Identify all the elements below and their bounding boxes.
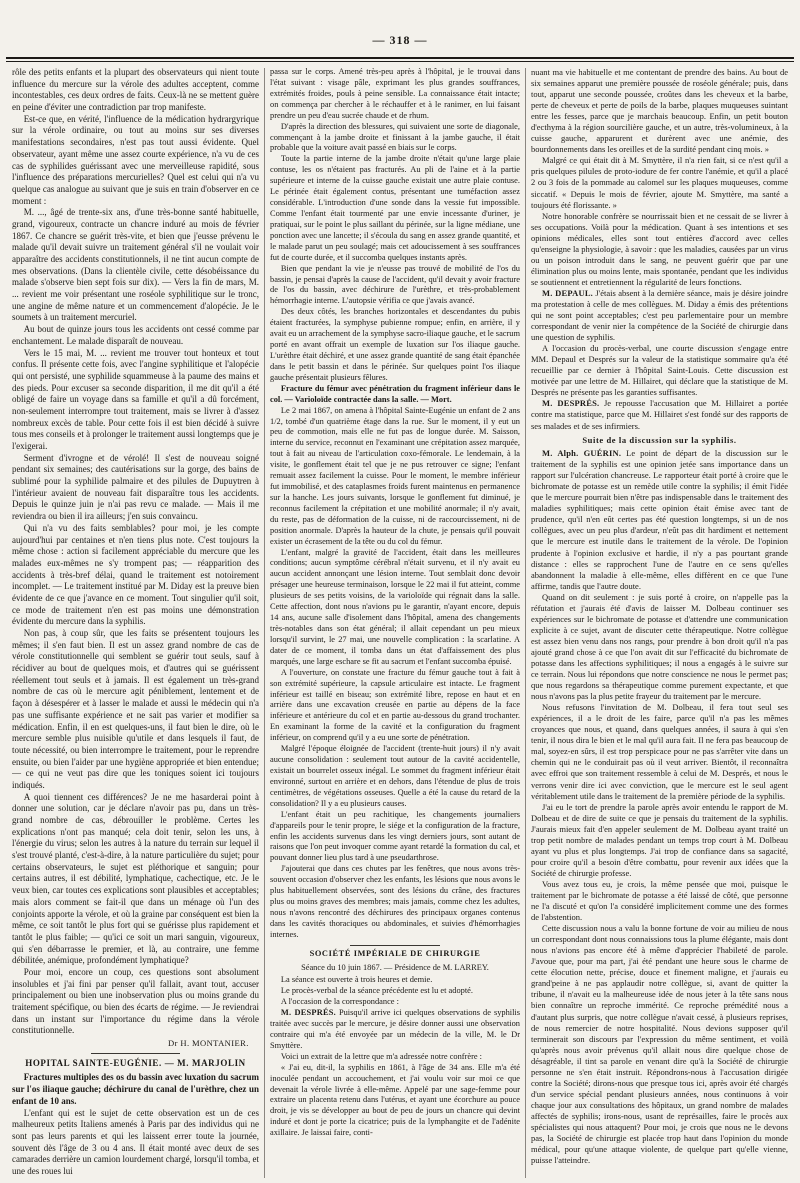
paragraph: Non pas, à coup sûr, que les faits se présentent toujours les mêmes; il s'en faut bien. Il est un assez grand nombre de cas de vérole constitutionnelle qui semblent se guérir tout seuls, sauf à récidiver au bout de quelques mois, et d'autres qui se guérissent réellement tout seuls et à jamais. Il est également un très-grand nombre de cas où le mercure agit péniblement, lentement et de façon à désespérer et à lasser le malade et aussi le médecin qui n'a pas une suffisante expérience et ne sait pas varier et modifier sa médication. Enfin, il en est quelques-uns, il faut bien le dire, où le mercure semble plus nuisible qu'utile et dans lesquels il faut, de toute nécessité, ou bien interrompre le traitement, pour le reprendre ensuite, ou bien l'aider par une hygiène appropriée et bien entendue; — ce qui ne veut pas dire que les toniques soient ici toujours indiqués. <box>12 628 259 790</box>
paragraph: A l'occasion du procès-verbal, une courte discussion s'engage entre MM. Depaul et Després sur la valeur de la statistique sommaire qu'a été recueillie par ce dernier à l'hôpital Saint-Louis. Cette discussion est motivée par une lettre de M. Hillairet, qui déclare que la statistique de M. Després ne présente pas les garanties suffisantes. <box>531 343 788 398</box>
author-signature: Dr H. MONTANIER. <box>168 1037 249 1048</box>
paragraph: Malgré l'époque éloignée de l'accident (trente-huit jours) il n'y avait aucune consolidation : seulement tout autour de la cavité accidentelle, existait un bourrelet osseux inégal. Le sommet du fragment inférieur était environné, surtout en arrière et en dehors, dans l'étendue de plus de trois centimètres, de végétations osseuses. Quelle a été la cause du retard de la consolidation? Il y a eu plusieurs causes. <box>270 744 520 808</box>
paragraph <box>531 398 788 431</box>
paragraph: Au bout de quinze jours tous les accidents ont cessé comme par enchantement. Le malade disparaît de nouveau. <box>12 324 259 346</box>
paragraph: D'après la direction des blessures, qui suivaient une sorte de diagonale, commençant à la jambe droite et finissant à la jambe gauche, il était probable que la voiture avait passé en biais sur le corps. <box>270 121 520 153</box>
article-subheading: Fracture du fémur avec pénétration du fragment inférieur dans le col. — Varioloïde contractée dans la salle. — Mort. <box>270 383 520 404</box>
page-number: — 318 — <box>372 33 428 47</box>
paragraph-text: Le point de départ de la discussion sur le traitement de la syphilis est une opinion jetée sans importance dans un rapport sur l'ulcération chancreuse. Le rapporteur était porté à croire que le bichromate de potasse est un remède utile contre la syphilis; il émit l'idée que le mercure pourrait bien n'être pas indispensable dans le traitement des maladies syphilitiques; mais cette opinion était émise avec tant de prudence, qu'il n'en eût certes pas été question longtemps, si un de nos collègues, avec un peu plus d'ardeur, n'eût pas dit hardiment et nettement que le mercure est inutile dans le traitement de la vérole. De l'opinion prudente à l'opinion exclusive et hardie, il n'y a pas pourtant grande distance : elles se rapprochent l'une de l'autre en ce sens qu'elles abandonnent la maladie à elle-même, elles diffèrent en ce que l'une affirme, tandis que l'autre doute. <box>531 448 788 591</box>
paragraph: Des deux côtés, les branches horizontales et descendantes du pubis étaient fracturées, la symphyse pubienne rompue; enfin, en arrière, il y avait eu un arrachement de la symphyse sacro-iliaque gauche, et le sacrum porté en avant offrait un exemple de luxation sur l'os iliaque gauche. L'urèthre était déchiré, et une assez grande quantité de sang était épanchée dans le petit bassin et dans le périnée. Sur quelques point l'os iliaque gauche présentait plusieurs fêlures. <box>270 307 520 382</box>
column-separator <box>525 68 526 1178</box>
paragraph: Malgré ce qui était dit à M. Smyttère, il n'a rien fait, si ce n'est qu'il a pris quelques pilules de proto-iodure de fer contre l'anémie, et qu'il a placé 2 ou 3 fois de la pommade au calomel sur les plaques muqueuses, comme siccatif. « Depuis le mois de février, ajoute M. Smyttère, ma santé a toujours été florissante. » <box>531 155 788 210</box>
session-info: Séance du 10 juin 1867. — Présidence de M. LARREY. <box>301 962 489 972</box>
text-column-middle <box>270 67 520 1179</box>
paragraph: Nous refusons l'invitation de M. Dolbeau, il fera tout seul ses expériences, il a le droit de les faire, parce qu'il n'a pas les mêmes croyances que nous, et quand, dans quelques années, il saura à qui s'en tenir, il nous dira le bien et le mal qu'il aura fait. Il ne fera pas beaucoup de mal, soyez-en sûrs, il est trop perspicace pour ne pas s'arrêter vite dans un chemin qui ne le conduirait pas où il veut arriver. Bientôt, il reconnaîtra avec effroi que son traitement ressemble à celui de M. Després, et nous le verrons venir dire ici avec conviction, que le mercure est le seul agent véritablement utile dans le traitement de la première période de la syphilis. <box>531 702 788 801</box>
text-column-right <box>531 67 788 1179</box>
paragraph: passa sur le corps. Amené très-peu après à l'hôpital, je le trouvai dans l'état suivant : visage pâle, exprimant les plus grandes souffrances, extrémités froides, pouls à peine sensible. La connaissance était intacte; on commença par chercher à le réchauffer et à le ranimer, en lui faisant prendre un peu d'eau sucrée chaude et de rhum. <box>270 67 520 120</box>
paragraph <box>270 1008 520 1052</box>
paragraph: Qui n'a vu des faits semblables? pour moi, je les compte aujourd'hui par centaines et n'en tiens plus note. C'est toujours la même chose : action si facilement appréciable du mercure que les malades eux-mêmes ne s'y trompent pas; — réapparition des accidents à très-bref délai, quand le traitement est notoirement incomplet. — Le traitement institué par M. Diday est la preuve bien évidente de ce que j'avance en ce moment. Tout singulier qu'il soit, ce mode de traitement n'en est pas moins une démonstration évidente du mercure dans la syphilis. <box>12 522 259 627</box>
paragraph: A l'ouverture, on constate une fracture du fémur gauche tout à fait à son extrémité supérieure, la capsule articulaire est intacte. Le fragment inférieur est taillé en biseau; son extrémité libre, repose en haut et en arrière dans une excavation creusée en partie au dépens de la face inférieure et antérieure du col et en partie au-dessous du grand trochanter. En examinant la forme de la cavité et la configuration du fragment inférieur, on comprend qu'il y a eu une sorte de pénétration. <box>270 667 520 743</box>
paragraph: Notre honorable confrère se nourrissait bien et ne cessait de se livrer à ses occupations. Voilà pour la médication. Quant à ses intentions et ses opinions médicales, elles sont tout entières d'accord avec celles qu'enseigne la physiologie, à savoir : que les maladies, causées par un virus ou un poison introduit dans le sang, ne peuvent guérir que par une élimination plus ou moins lente, mais spontanée, pendant que les individus se soutiennent et entretiennent la régularité de leurs fonctions. <box>531 210 788 287</box>
paragraph: Pour moi, encore un coup, ces questions sont absolument insolubles et j'ai fini par penser qu'il fallait, avant tout, accuser principalement ou bien une inobservation plus ou moins grande du traitement spécifique, ou bien des écarts de régime. — Je reviendrai dans un instant sur l'importance du régime dans la vérole constitutionnelle. <box>12 966 259 1036</box>
header-rule-thin <box>6 61 794 62</box>
section-heading: SOCIÉTÉ IMPÉRIALE DE CHIRURGIE <box>309 949 481 959</box>
paragraph: « J'ai eu, dit-il, la syphilis en 1861, à l'âge de 34 ans. Elle m'a été inoculée pendant un accouchement, et j'ai voulu voir sur moi ce que devenait la vérole livrée à elle-même. Appelé par une sage-femme pour extraire un placenta retenu dans l'utérus, et ayant une écorchure au pouce droit, je vis se développer au bout de peu de jours un chancre qui devint induré et dont je porte la cicatrice; puis de la lymphangite et de l'adénite axillaire. Je laissai faire, conti- <box>270 1062 520 1138</box>
paragraph: Serment d'ivrogne et de vérolé! Il s'est de nouveau soigné pendant six semaines; des cautérisations sur la gorge, des bains de sublimé pour la syphilide palmaire et des pilules de Dupuytren à l'intérieur avaient de nouveau fait disparaître tous les accidents. Depuis le quinze juin je n'ai pas revu ce malade. — Mais il me reviendra ou bien il ira ailleurs; j'en suis convaincu. <box>12 452 259 522</box>
speaker-name: M. Alph. GUÉRIN. <box>542 448 622 459</box>
paragraph: Vous avez tous eu, je crois, la même pensée que moi, puisque le traitement par le bichromate de potasse a été laissé de côté, que personne ne l'a discuté et qu'on l'a considéré implicitement comme une des formes de l'abstention. <box>531 878 788 923</box>
paragraph <box>531 448 788 592</box>
paragraph-text: Puisqu'il arrive ici quelques observations de syphilis traitée avec succès par le mercure, je désire donner aussi une observation contraire qui m'a été envoyée par un médecin de la ville, M. le Dr Smyttère. <box>270 1008 520 1050</box>
article-subheading: Fractures multiples des os du bassin avec luxation du sacrum sur l'os iliaque gauche; déchirure du canal de l'urèthre, chez un enfant de 10 ans. <box>12 1072 259 1106</box>
paragraph: Le 2 mai 1867, on amena à l'hôpital Sainte-Eugénie un enfant de 2 ans 1/2, tombé d'un quatrième étage dans la rue. Sur le moment, il y eut un peu de commotion, mais elle ne fut pas de longue durée. M. Saisson, interne du service, reconnut en l'examinant une crépitation assez marquée, tout à fait au niveau de l'articulation coxo-fémorale. Le lendemain, à la visite, le gonflement était tel que je ne pus retrouver ce signe; l'enfant remuait assez facilement la cuisse. Pour le moment, le membre inférieur fut immobilisé, et des cataplasmes froids furent maintenus en permanence sur la hanche. Les jours suivants, lorsque le gonflement fut diminué, je reconnus facilement la crépitation et une mobilité anormale; il n'y avait, du reste, pas de déformation de la cuisse, ni de raccourcissement, ni de position anormale. D'après la hauteur de la chute, je pensais qu'il pouvait exister un écrasement de la tête ou du col du fémur. <box>270 405 520 546</box>
paragraph: M. ..., âgé de trente-six ans, d'une très-bonne santé habituelle, grand, vigoureux, contracte un chancre induré au mois de février 1867. Ce chancre se guérit très-vite, et bien que j'eusse prévenu le malade qu'il devait suivre un traitement général s'il ne voulait voir apparaître des accidents constitutionnels, il ne tint aucun compte de mes observations. (Dans la clientèle civile, cette désobéissance du malade s'observe bien sept fois sur dix). — Vers la fin de mars, M. ... revient me voir présentant une roséole syphilitique sur le tronc, une angine de même nature et un commencement d'alopécie. Je le soumets à un traitement mercuriel. <box>12 207 259 323</box>
paragraph: Le procès-verbal de la séance précédente est lu et adopté. <box>280 986 473 996</box>
paragraph: Bien que pendant la vie je n'eusse pas trouvé de mobilité de l'os du bassin, je pensai d'après la cause de l'accident, qu'il devait y avoir fracture de l'os du bassin, avec déchirure de l'urèthre, et très-probablement hémorrhagie interne. L'autopsie vérifia ce que j'avais avancé. <box>270 263 520 306</box>
paragraph: J'ajouterai que dans ces chutes par les fenêtres, que nous avons très-souvent occasion d'observer chez les enfants, les lésions que nous avons le plus habituellement observées, sont des lésions du crâne, des fractures plus ou moins graves des membres; mais jamais, comme chez les adultes, nous n'avons rencontré des déchirures des principaux organes contenus dans les cavités thoraciques ou abdominales, et suivies d'hémorrhagies internes. <box>270 864 520 939</box>
paragraph-text: Je repousse l'accusation que M. Hillairet a portée contre ma statistique, parce que M. Hillairet s'est fondé sur des rapports de ses malades et de ses infirmiers. <box>531 398 788 431</box>
speaker-name: M. DESPRÉS. <box>542 398 600 409</box>
paragraph <box>531 288 788 343</box>
section-divider <box>350 945 440 946</box>
section-heading: Suite de la discussion sur la syphilis. <box>582 434 737 445</box>
paragraph: Toute la partie interne de la jambe droite n'était qu'une large plaie contuse, les os n'étaient pas fracturés. Au pli de l'aine et à la partie supérieure et interne de la cuisse gauche existait une autre plaie contuse. Le périnée était également contus, présentant une tuméfaction assez considérable. L'introduction d'une sonde dans la vessie fut impossible. Comme l'enfant était tourmenté par une envie incessante d'uriner, je pratiquai, sur le point le plus saillant du périnée, sur la ligne médiane, une ponction avec une lancette; il s'écoula du sang en assez grande quantité, et le malade parut un peu soulagé; mais cet adoucissement à ses souffrances fut de courte durée, et il succomba quelques instants après. <box>270 154 520 262</box>
paragraph: L'enfant, malgré la gravité de l'accident, était dans les meilleures conditions; aucun symptôme cérébral n'était survenu, et il n'y avait eu aucun accident annonçant une lésion interne. Tout semblait donc devoir présager une heureuse terminaison, lorsque le 22 mai il fut atteint, comme plusieurs de ses petits voisins, de la varioloïde qui régnait dans la salle. Cette affection, dont nous n'avions pu le garantir, n'ayant encore, depuis 14 ans, aucune salle d'isolement dans l'hôpital, amena des changements très-notables dans son état général; il allait cependant un peu mieux lorsqu'il survint, le 27 mai, une nouvelle complication : la scarlatine. A dater de ce moment, il tomba dans un état d'affaissement des plus marqués, une large eschare se fit au sacrum et l'enfant succomba épuisé. <box>270 547 520 666</box>
paragraph: nuant ma vie habituelle et me contentant de prendre des bains. Au bout de six semaines apparut une première poussée de roséole générale; puis, dans tout, apparut une seconde poussée, croûtes dans les cheveux et la barbe, perte de cheveux et perte de poils de la barbe, plaques muqueuses suintant entre les fesses, parce que je marchais beaucoup. Enfin, un petit bouton d'ecthyma à la région sourcilière gauche, et un autre, très-volumineux, à la cuisse gauche, apparurent et durèrent avec une anémie, des bourdonnements dans les oreilles et de la surdité pendant cinq mois. » <box>531 67 788 155</box>
paragraph: Quand on dit seulement : je suis porté à croire, on n'appelle pas la réfutation et j'aurais été d'avis de laisser M. Dolbeau continuer ses expériences sur le bichromate de potasse et d'attendre une communication explicite à ce sujet, avant de discuter cette thérapeutique. Notre collègue est assez bien venu dans nos rangs, pour prendre à bon droit qu'il n'a pas ajouté grand chose à ce que l'on avait dit sur l'efficacité du bichromate de potasse dans les affections syphilitiques; il nous a engagés à le suivre sur ce terrain. Nous lui répondons que notre conscience ne nous le permet pas; que nous regardons sa thérapeutique comme purement expectante, et que nous n'avons pas la plus petite frayeur du traitement par le mercure. <box>531 591 788 702</box>
paragraph: L'enfant était un peu rachitique, les changements journaliers d'appareils pour le tenir propre, le siége et la configuration de la fracture, enfin les accidents survenus dans les vingt derniers jours, sont autant de raisons que l'on peut invoquer comme ayant retardé la formation du cal, et pouvant donner lieu plus tard à une pseudarthrose. <box>270 809 520 863</box>
paragraph: Voici un extrait de la lettre que m'a adressée notre confrère : <box>280 1051 483 1061</box>
paragraph: L'enfant qui est le sujet de cette observation est un de ces malheureux petits Italiens amenés à Paris par des individus qui ne sont pas leurs parents et qui les laissent errer toute la journée, souvent dès l'âge de 3 ou 4 ans. Il était monté avec deux de ses camarades derrière un camion lourdement chargé, lorsqu'il tomba, et une des roues lui <box>12 1107 259 1176</box>
paragraph: Vers le 15 mai, M. ... revient me trouver tout honteux et tout confus. Il présente cette fois, avec l'angine syphilitique et l'alopécie qui ont persisté, une syphilide squammeuse à la paume des mains et des pieds. Pour excuser sa seconde disparition, il me dit qu'il a été obligé de faire un voyage dans sa famille et qu'il a dû forcément, non-seulement interrompre tout traitement, mais se livrer à d'assez nombreux excès de table. Pour cette fois il est bien décidé à suivre tous mes conseils et à prolonger le traitement aussi longtemps que je l'exigerai. <box>12 347 259 451</box>
speaker-name: M. DEPAUL. <box>542 287 594 298</box>
paragraph: La séance est ouverte à trois heures et demie. <box>280 975 433 985</box>
paragraph-text: J'étais absent à la dernière séance, mais je désire joindre ma protestation à celle de mes collègues. M. Diday a émis des prétentions qui ne sont point acceptables; c'est peu parlementaire pour un membre correspondant de venir nier la compétence de la Société de chirurgie dans une question de syphilis. <box>531 287 788 343</box>
paragraph: Est-ce que, en vérité, l'influence de la médication hydrargyrique sur la vérole ordinaire, ou tout au moins sur ses diverses manifestations secondaires, n'est pas tout aussi évidente. Quel observateur, ayant même une assez courte expérience, n'a vu de ces cas de syphilides guérissant avec une merveilleuse rapidité, sous l'influence des préparations mercurielles? Quel est celui qui n'a vu quelque cas analogue au suivant que je suis en train d'observer en ce moment : <box>12 113 259 206</box>
paragraph: rôle des petits enfants et la plupart des observateurs qui nient toute influence du mercure sur la vérole des adultes acceptent, comme incontestables, ces deux ordres de faits. Ceux-là ne se mettent guère en peine d'éviter une contradiction par trop manifeste. <box>12 67 259 113</box>
header-rule <box>6 57 794 59</box>
paragraph: A l'occasion de la correspondance : <box>280 997 399 1007</box>
speaker-name: M. DESPRÉS. <box>280 1008 336 1018</box>
section-heading: HOPITAL SAINTE-EUGÉNIE. — M. MARJOLIN <box>25 1058 246 1069</box>
paragraph: Cette discussion nous a valu la bonne fortune de voir au milieu de nous un correspondant dont nous connaissions tous la plume élégante, mais dont nous n'avions pas encore été à même d'apprécier l'habileté de parole. J'avoue que, pour ma part, j'ai été pendant une heure sous le charme de cette élocution nette, précise, douce et finement maligne, et j'aurais eu grand'peine à ne pas applaudir notre collègue, si, avant de quitter la tribune, il n'avait eu la malheureuse idée de nous jeter à la tête sans nous bien connaître un reproche immérité. Ce reproche prémédité nous a d'autant plus surpris, que notre collègue n'avait cessé, à plusieurs reprises, de nous remercier de notre hospitalité. Nous devions supposer qu'il terminerait son discours par l'expression du même sentiment, et voilà qu'après nous avoir prévenus qu'il allait nous dire quelque chose de désagréable, il tint sa parole en venant dire qu'à la Société de chirurgie personne ne s'en était instruit. Répondrons-nous à l'accusation dirigée contre la Société; dirons-nous que presque tous ici, après avoir été chargés d'un service spécial pendant plusieurs années, nous continuons à voir chaque jour aux consultations des hôpitaux, un grand nombre de malades affectés de syphilis; irons-nous, usant de représailles, faire le procès aux spécialistes qui nous attaquent? Pour moi, je crois que nous ne le devons pas, la Société de chirurgie est placée trop haut dans l'opinion du monde médical, pour qu'une attaque violente, de quelque part qu'elle vienne, puisse l'atteindre. <box>531 923 788 1166</box>
paragraph: J'ai eu le tort de prendre la parole après avoir entendu le rapport de M. Dolbeau et de dire de suite ce que je pensais du traitement de la syphilis. J'aurais mieux fait d'en appeler seulement de M. Dolbeau ayant traité un trop petit nombre de malades pendant un temps trop court à M. Dolbeau ayant vu plus et plus longtemps. J'ai trop de confiance dans sa sagacité, pour croire qu'il a besoin d'être combattu, pour revenir aux idées que la Société de chirurgie professe. <box>531 801 788 878</box>
section-divider <box>91 1053 180 1054</box>
text-column-left <box>12 67 259 1179</box>
column-separator <box>264 68 265 1178</box>
paragraph: A quoi tiennent ces différences? Je ne me hasarderai point à donner une solution, car je déclare n'avoir pas pu, dans un très-grand nombre de cas, débrouiller le problème. Certes les explications n'ont pas manqué; cela doit tenir, selon les uns, à l'énergie du virus; selon les autres à la nature du terrain sur lequel il s'est trouvé planté, c'est-à-dire, à la nature particulière du sujet; pour certains observateurs, le sujet est pléthorique et sanguin; pour certains autres, il est débilité, lymphatique, cachectique, etc. Je le veux bien, car toutes ces explications sont plausibles et acceptables; mais alors comment se fait-il que dans un ménage où l'un des conjoints apporte la vérole, et où la graine par conséquent est bien la même, ce soit tantôt le plus fort qui se guérisse plus rapidement et tantôt le plus faible; — qu'ici ce soit un mari sanguin, vigoureux, qui s'en débarrasse le premier, et là, au contraire, une femme débilitée, anémique, profondément lymphatique? <box>12 791 259 966</box>
